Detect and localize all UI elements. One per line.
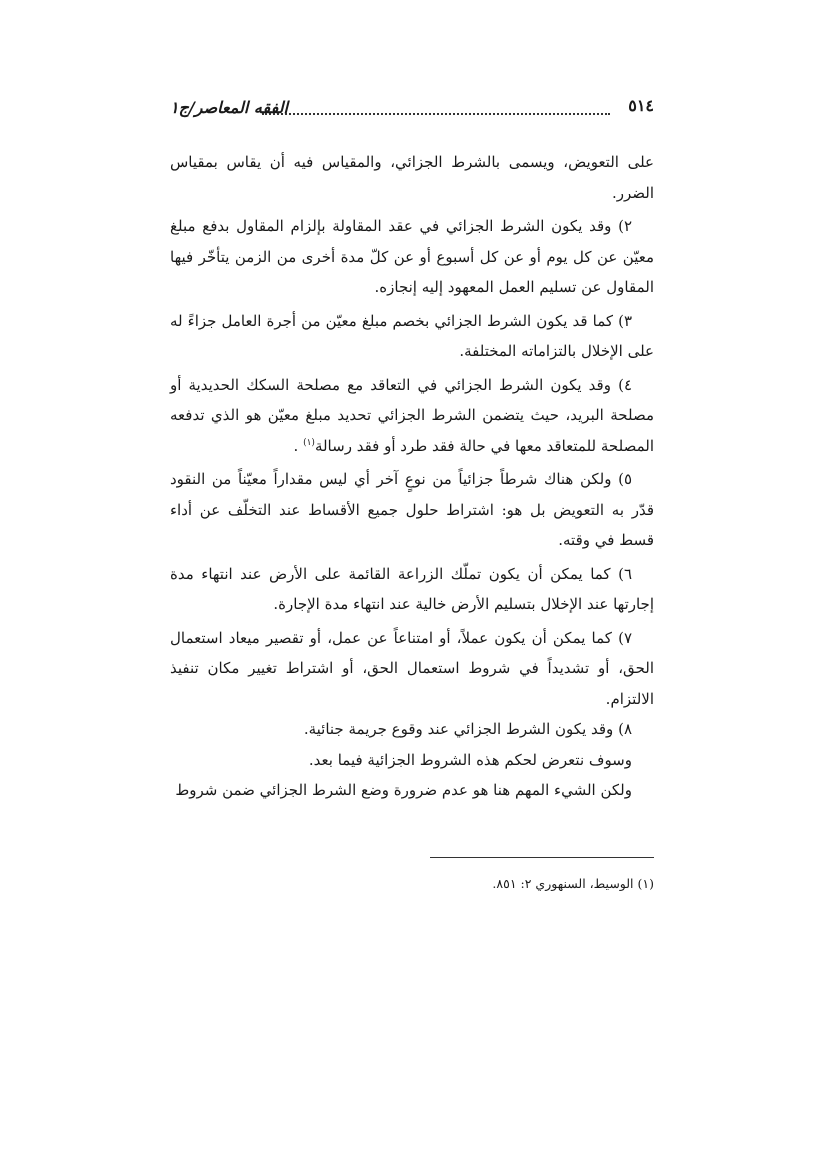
body-text xyxy=(170,147,654,806)
paragraph-item-6: ٦) كما يمكن أن يكون تملّك الزراعة القائمة على الأرض عند انتهاء مدة إجارتها عند الإخلال بتسليم الأرض خالية عند انتهاء مدة الإجارة. xyxy=(170,564,654,613)
paragraph-item-2: ٢) وقد يكون الشرط الجزائي في عقد المقاولة بإلزام المقاول بدفع مبلغ معيّن عن كل يوم أو عن كل أسبوع أو عن كلّ مدة أخرى من الزمن يتأخّر فيها المقاول عن تسليم العمل المعهود إليه إنجازه. xyxy=(170,217,654,296)
paragraph-item-3: ٣) كما قد يكون الشرط الجزائي بخصم مبلغ معيّن من أجرة العامل جزاءً له على الإخلال بالتزاماته المختلفة. xyxy=(170,311,654,360)
paragraph-item-4-text: ٤) وقد يكون الشرط الجزائي في التعاقد مع مصلحة السكك الحديدية أو مصلحة البريد، حيث يتضمن الشرط الجزائي تحديد مبلغ معيّن هو الذي تدفعه المصلحة للمتعاقد معها في حالة فقد طرد أو فقد رسالة xyxy=(170,375,654,455)
paragraph-final: ولكن الشيء المهم هنا هو عدم ضرورة وضع الشرط الجزائي ضمن شروط xyxy=(175,781,632,799)
paragraph-item-4-tail: . xyxy=(293,436,304,455)
page-header xyxy=(170,94,654,126)
paragraph-note: وسوف نتعرض لحكم هذه الشروط الجزائية فيما بعد. xyxy=(308,750,632,769)
footnote-reference[interactable]: (١) xyxy=(303,437,315,448)
footnote-separator xyxy=(430,857,654,858)
paragraph-item-8: ٨) وقد يكون الشرط الجزائي عند وقوع جريمة جنائية. xyxy=(303,720,632,738)
paragraph-item-5: ٥) ولكن هناك شرطاً جزائياً من نوعٍ آخر أي ليس مقداراً معيّناً من النقود قدّر به التعويض بل هو: اشتراط حلول جميع الأقساط عند التخلّف عن أداء قسط في وقته. xyxy=(170,470,654,549)
paragraph-item-7: ٧) كما يمكن أن يكون عملاً، أو امتناعاً عن عمل، أو تقصير ميعاد استعمال الحق، أو تشديداً في شروط استعمال الحق، أو اشتراط تغيير مكان تنفيذ الالتزام. xyxy=(170,628,654,708)
paragraph-item-4 xyxy=(170,370,654,462)
header-dotted-rule xyxy=(262,113,610,115)
paragraph-continuation: على التعويض، ويسمى بالشرط الجزائي، والمقياس فيه أن يقاس بمقياس الضرر. xyxy=(170,153,654,202)
footnote: (١) الوسيط، السنهوري ٢: ٨٥١. xyxy=(492,876,654,891)
page-number: ٥١٤ xyxy=(628,96,654,115)
running-title: الفقه المعاصر/ج١ xyxy=(170,98,288,117)
